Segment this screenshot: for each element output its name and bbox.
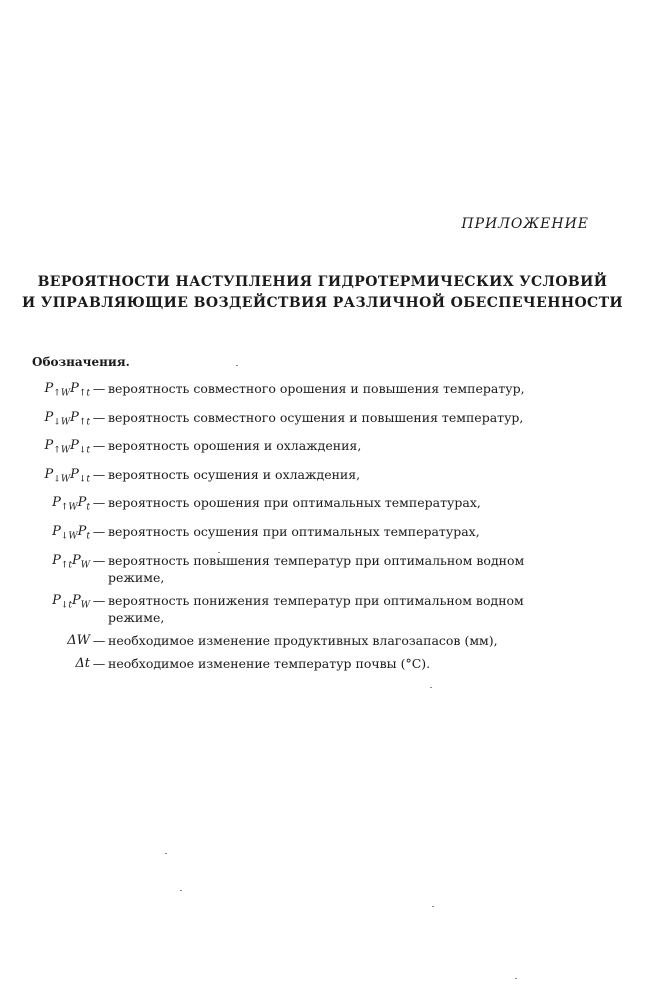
- title-line-2: И УПРАВЛЯЮЩИЕ ВОЗДЕЙСТВИЯ РАЗЛИЧНОЙ ОБЕСПЕЧЕННОСТИ: [21, 295, 624, 311]
- scan-speck: [515, 978, 517, 979]
- scan-speck: [432, 906, 434, 907]
- scan-speck: [218, 552, 220, 553]
- definition-text: необходимое изменение температур почвы (°С).: [108, 655, 431, 671]
- definition-symbol: Δt: [75, 655, 90, 671]
- definition-dash: —: [92, 495, 106, 511]
- definition-text: необходимое изменение продуктивных влагозапасов (мм),: [108, 632, 498, 648]
- scan-speck: [236, 365, 238, 366]
- definition-dash: —: [92, 592, 106, 608]
- definition-text: вероятность совместного орошения и повышения температур,: [108, 381, 525, 396]
- definition-symbol: $P_{↓t}P_W$: [52, 592, 90, 611]
- definition-text: вероятность понижения температур при оптимальном водном режиме,: [108, 592, 524, 625]
- definition-text: вероятность осушения и охлаждения,: [108, 466, 361, 482]
- definition-text: вероятность повышения температур при оптимальном водном режиме,: [108, 552, 525, 585]
- page-title: [0, 272, 645, 314]
- definition-dash: —: [92, 552, 106, 568]
- definition-symbol: $P_{↑W}P_t$: [52, 495, 90, 513]
- definition-symbol: $P_{↑W}P_{↑t}$: [44, 381, 90, 399]
- definition-item: [22, 380, 582, 403]
- definition-item: [22, 592, 582, 626]
- definition-text: вероятность орошения и охлаждения,: [108, 438, 362, 454]
- scan-speck: [430, 687, 432, 688]
- title-line-1: ВЕРОЯТНОСТИ НАСТУПЛЕНИЯ ГИДРОТЕРМИЧЕСКИХ УСЛОВИЙ: [37, 274, 608, 290]
- definition-symbol: $P_{↑t}P_W$: [52, 552, 90, 571]
- definition-text: вероятность орошения при оптимальных температурах,: [108, 495, 481, 511]
- notation-label: Обозначения.: [32, 355, 130, 369]
- definition-symbol: $P_{↓W}P_{↑t}$: [44, 409, 90, 428]
- definition-dash: —: [92, 409, 106, 425]
- definition-dash: —: [92, 381, 106, 396]
- definition-item: [22, 494, 582, 517]
- definition-dash: —: [92, 523, 106, 539]
- definition-symbol: ΔW: [67, 632, 90, 648]
- definition-dash: —: [92, 632, 106, 648]
- definition-dash: —: [92, 655, 106, 671]
- definition-dash: —: [92, 466, 106, 482]
- definition-symbol: $P_{↓W}P_t$: [52, 523, 90, 542]
- definition-item: [22, 523, 582, 546]
- definition-text: вероятность совместного осушения и повышения температур,: [108, 409, 524, 425]
- definition-item: [22, 466, 582, 489]
- definition-symbol: $P_{↑W}P_{↓t}$: [44, 438, 90, 456]
- definition-dash: —: [92, 438, 106, 454]
- definition-item: [22, 437, 582, 460]
- definition-item: [22, 552, 582, 586]
- definition-item: [22, 632, 582, 649]
- definition-item: [22, 655, 582, 672]
- definition-item: [22, 409, 582, 432]
- definitions-list: [22, 380, 582, 678]
- scan-speck: [180, 890, 182, 891]
- appendix-heading: ПРИЛОЖЕНИЕ: [461, 216, 589, 232]
- definition-symbol: $P_{↓W}P_{↓t}$: [44, 466, 90, 485]
- scan-speck: [165, 853, 167, 854]
- definition-text: вероятность осушения при оптимальных температурах,: [108, 523, 480, 539]
